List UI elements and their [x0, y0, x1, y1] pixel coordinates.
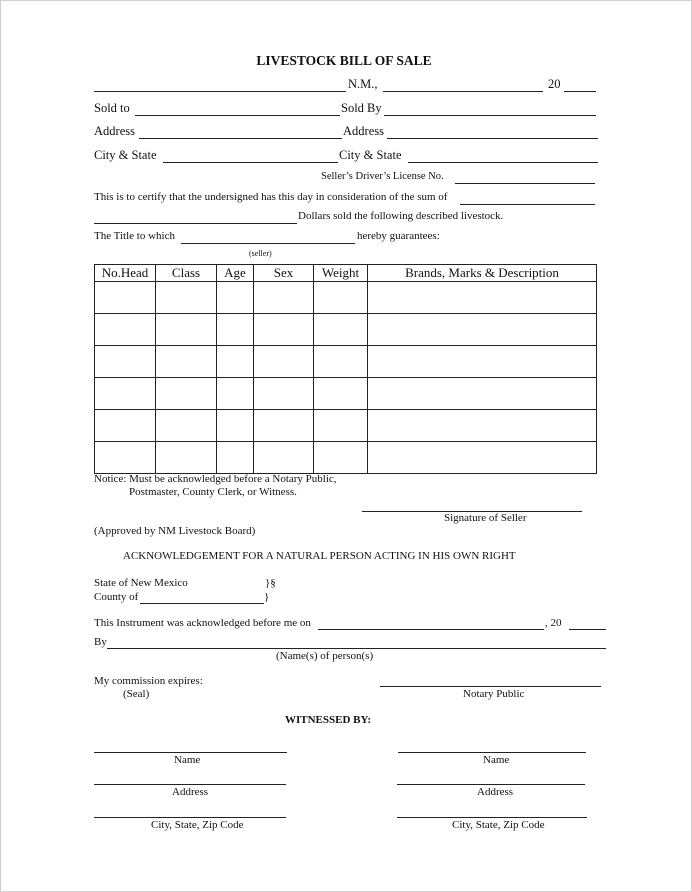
- table-cell[interactable]: [156, 410, 217, 442]
- table-cell[interactable]: [156, 314, 217, 346]
- seller-title-field[interactable]: [181, 243, 355, 244]
- title-suffix-text: hereby guarantees:: [357, 230, 440, 242]
- column-header-no-head: No.Head: [95, 265, 156, 282]
- ack-year-field[interactable]: [569, 629, 606, 630]
- column-header-sex: Sex: [254, 265, 314, 282]
- witness1-address-label: Address: [172, 786, 209, 798]
- buyer-address-field[interactable]: [139, 138, 342, 139]
- table-cell[interactable]: [314, 282, 368, 314]
- witness1-address-field[interactable]: [94, 784, 286, 785]
- seller-address-label: Address: [343, 124, 384, 138]
- sold-by-field[interactable]: [384, 115, 596, 116]
- table-cell[interactable]: [217, 442, 254, 474]
- table-cell[interactable]: [314, 410, 368, 442]
- year-label: 20: [548, 77, 561, 91]
- ack-year-label: , 20: [545, 617, 562, 629]
- table-cell[interactable]: [95, 442, 156, 474]
- table-cell[interactable]: [95, 282, 156, 314]
- state-bracket: }§: [265, 577, 276, 589]
- witness1-city-state-zip-field[interactable]: [94, 817, 286, 818]
- signature-of-seller-label: Signature of Seller: [444, 512, 527, 524]
- table-cell[interactable]: [254, 346, 314, 378]
- notary-public-label: Notary Public: [463, 688, 525, 700]
- names-of-persons-field[interactable]: [107, 648, 606, 649]
- seller-address-field[interactable]: [387, 138, 598, 139]
- year-field-line[interactable]: [564, 91, 596, 92]
- county-bracket: }: [264, 591, 270, 603]
- approved-note: (Approved by NM Livestock Board): [94, 525, 256, 537]
- notice-text-line1: Notice: Must be acknowledged before a Notary Public,: [94, 473, 337, 485]
- table-row: [95, 378, 597, 410]
- sold-to-field[interactable]: [135, 115, 340, 116]
- dollars-field[interactable]: [94, 223, 297, 224]
- table-cell[interactable]: [254, 378, 314, 410]
- date-field-line[interactable]: [383, 91, 543, 92]
- table-cell[interactable]: [217, 378, 254, 410]
- witness2-address-field[interactable]: [397, 784, 585, 785]
- by-label: By: [94, 636, 107, 648]
- table-row: [95, 410, 597, 442]
- witness1-city-state-zip-label: City, State, Zip Code: [151, 819, 244, 831]
- drivers-license-field[interactable]: [455, 183, 595, 184]
- table-row: [95, 442, 597, 474]
- table-cell[interactable]: [314, 442, 368, 474]
- buyer-city-state-label: City & State: [94, 148, 157, 162]
- witnessed-by-heading: WITNESSED BY:: [285, 714, 372, 726]
- sold-by-label: Sold By: [341, 101, 382, 115]
- notary-signature-field[interactable]: [380, 686, 601, 687]
- table-cell[interactable]: [254, 442, 314, 474]
- notice-text-line2: Postmaster, County Clerk, or Witness.: [129, 486, 297, 498]
- table-cell[interactable]: [156, 346, 217, 378]
- instrument-text: This Instrument was acknowledged before me on: [94, 617, 311, 629]
- certify-text: This is to certify that the undersigned has this day in consideration of the sum of: [94, 191, 448, 203]
- witness1-name-field[interactable]: [94, 752, 287, 753]
- place-label: N.M.,: [348, 77, 378, 91]
- dollars-text: Dollars sold the following described livestock.: [298, 210, 504, 222]
- table-cell[interactable]: [314, 378, 368, 410]
- table-cell[interactable]: [368, 346, 597, 378]
- witness2-address-label: Address: [477, 786, 514, 798]
- table-cell[interactable]: [95, 410, 156, 442]
- table-row: [95, 282, 597, 314]
- acknowledgement-heading: ACKNOWLEDGEMENT FOR A NATURAL PERSON ACTING IN HIS OWN RIGHT: [123, 550, 516, 562]
- place-field-line[interactable]: [94, 91, 346, 92]
- table-cell[interactable]: [156, 442, 217, 474]
- table-cell[interactable]: [254, 314, 314, 346]
- table-cell[interactable]: [254, 282, 314, 314]
- buyer-city-state-field[interactable]: [163, 162, 338, 163]
- table-cell[interactable]: [368, 442, 597, 474]
- table-cell[interactable]: [95, 346, 156, 378]
- table-cell[interactable]: [368, 378, 597, 410]
- table-cell[interactable]: [217, 282, 254, 314]
- sum-field[interactable]: [460, 204, 595, 205]
- seller-city-state-field[interactable]: [408, 162, 598, 163]
- buyer-address-label: Address: [94, 124, 135, 138]
- table-cell[interactable]: [217, 410, 254, 442]
- table-cell[interactable]: [368, 410, 597, 442]
- table-header-row: [95, 265, 597, 282]
- table-cell[interactable]: [95, 314, 156, 346]
- county-label: County of: [94, 591, 139, 603]
- witness1-name-label: Name: [174, 754, 201, 766]
- witness2-city-state-zip-field[interactable]: [397, 817, 587, 818]
- witness2-name-label: Name: [483, 754, 510, 766]
- seller-city-state-label: City & State: [339, 148, 402, 162]
- state-label: State of New Mexico: [94, 577, 188, 589]
- table-row: [95, 346, 597, 378]
- livestock-table: [94, 264, 597, 474]
- table-cell[interactable]: [368, 282, 597, 314]
- column-header-age: Age: [217, 265, 254, 282]
- table-cell[interactable]: [217, 346, 254, 378]
- sold-to-label: Sold to: [94, 101, 130, 115]
- table-cell[interactable]: [95, 378, 156, 410]
- table-cell[interactable]: [156, 282, 217, 314]
- table-cell[interactable]: [217, 314, 254, 346]
- column-header-weight: Weight: [314, 265, 368, 282]
- seal-label: (Seal): [123, 688, 150, 700]
- commission-expires-label: My commission expires:: [94, 675, 203, 687]
- column-header-brands-marks-description: Brands, Marks & Description: [368, 265, 597, 282]
- witness2-name-field[interactable]: [398, 752, 586, 753]
- table-row: [95, 314, 597, 346]
- acknowledged-date-field[interactable]: [318, 629, 544, 630]
- table-cell[interactable]: [156, 378, 217, 410]
- title-prefix-text: The Title to which: [94, 230, 175, 242]
- county-field[interactable]: [140, 603, 264, 604]
- table-cell[interactable]: [368, 314, 597, 346]
- table-cell[interactable]: [314, 314, 368, 346]
- witness2-city-state-zip-label: City, State, Zip Code: [452, 819, 545, 831]
- seller-hint: (seller): [249, 249, 272, 258]
- table-cell[interactable]: [254, 410, 314, 442]
- column-header-class: Class: [156, 265, 217, 282]
- page-title: LIVESTOCK BILL OF SALE: [256, 53, 432, 68]
- table-cell[interactable]: [314, 346, 368, 378]
- drivers-license-label: Seller’s Driver’s License No.: [321, 171, 444, 182]
- names-of-persons-hint: (Name(s) of person(s): [276, 650, 374, 662]
